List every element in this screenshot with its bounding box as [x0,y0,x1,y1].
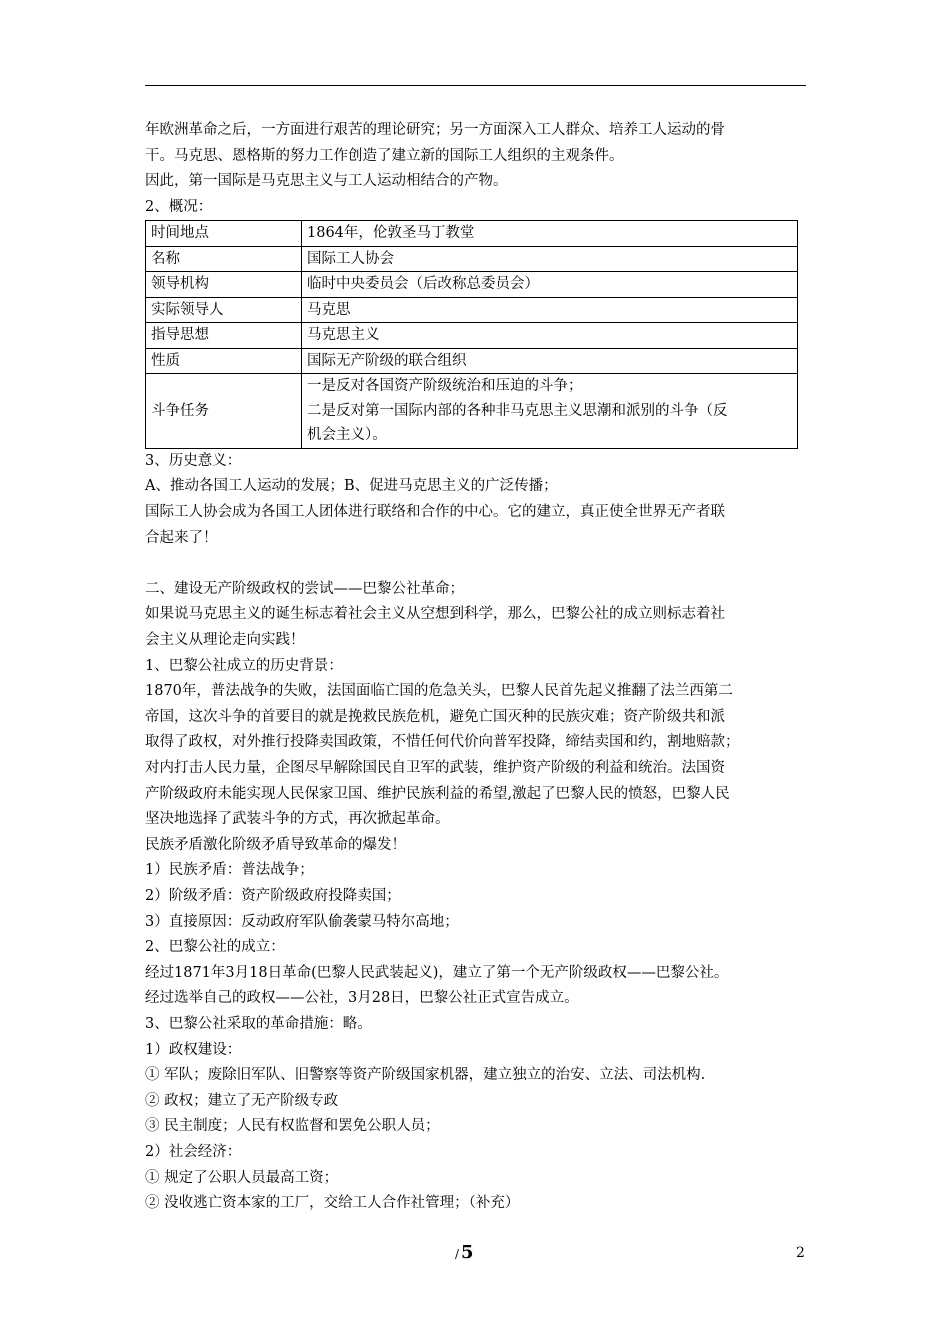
table-value: 马克思 [302,297,798,323]
text-line: 取得了政权，对外推行投降卖国政策，不惜任何代价向普军投降，缔结卖国和约，割地赔款； [145,734,740,751]
text-line: 年欧洲革命之后，一方面进行艰苦的理论研究；另一方面深入工人群众、培养工人运动的骨 [145,122,725,138]
text-line: A、推动各国工人运动的发展；B、促进马克思主义的广泛传播； [145,478,558,495]
table-key: 斗争任务 [146,374,302,449]
text-line: 经过1871年3月18日革命(巴黎人民武装起义)，建立了第一个无产阶级政权——巴黎公社。 [145,964,729,981]
list-item: 1）政权建设： [145,1041,242,1058]
page-number: 2 [796,1245,805,1261]
table-value: 国际无产阶级的联合组织 [302,348,798,374]
text-line: 如果说马克思主义的诞生标志着社会主义从空想到科学，那么，巴黎公社的成立则标志着社 [145,606,725,623]
table-row [146,272,798,298]
section-heading: 1、巴黎公社成立的历史背景： [145,657,343,674]
table-row [146,348,798,374]
section-heading: 2、概况： [145,198,213,215]
text-line: 因此，第一国际是马克思主义与工人运动相结合的产物。 [145,173,508,190]
text-line: 干。马克思、恩格斯的努力工作创造了建立新的国际工人组织的主观条件。 [145,147,624,164]
section-heading: 3、巴黎公社采取的革命措施：略。 [145,1015,372,1032]
list-item: 1）民族矛盾：普法战争； [145,862,314,879]
section-heading: 3、历史意义： [145,452,242,469]
table-key: 时间地点 [146,221,302,247]
list-item: 2）阶级矛盾：资产阶级政府投降卖国； [145,887,401,904]
table-value-line: 二是反对第一国际内部的各种非马克思主义思潮和派别的斗争（反 [307,402,728,419]
page-total [455,1242,474,1263]
text-line: 坚决地选择了武装斗争的方式，再次掀起革命。 [145,811,450,828]
table-value [302,374,798,449]
section-heading: 二、建设无产阶级政权的尝试——巴黎公社革命； [145,580,464,597]
text-line: 对内打击人民力量，企图尽早解除国民自卫军的武装，维护资产阶级的利益和统治。法国资 [145,760,725,776]
table-value: 1864年，伦敦圣马丁教堂 [302,221,798,247]
text-line: 会主义从理论走向实践！ [145,632,305,649]
table-row [146,323,798,349]
table-row [146,297,798,323]
list-item: ① 规定了公职人员最高工资； [145,1169,339,1186]
table-row [146,374,798,449]
blank-line [145,551,808,577]
list-item: ② 政权；建立了无产阶级专政 [145,1092,339,1109]
table-key: 领导机构 [146,272,302,298]
table-key: 名称 [146,246,302,272]
list-item: 3）直接原因：反动政府军队偷袭蒙马特尔高地； [145,913,459,930]
page-total-number: 5 [461,1242,474,1263]
table-row [146,246,798,272]
table-key: 性质 [146,348,302,374]
text-line: 国际工人协会成为各国工人团体进行联络和合作的中心。它的建立，真正使全世界无产者联 [145,504,725,521]
text-line: 产阶级政府未能实现人民保家卫国、维护民族利益的希望,激起了巴黎人民的愤怒，巴黎人民 [145,785,730,802]
table-value-line: 机会主义）。 [307,427,387,444]
text-line: 经过选举自己的政权——公社，3月28日，巴黎公社正式宣告成立。 [145,990,579,1007]
table-value: 国际工人协会 [302,246,798,272]
section-heading: 2、巴黎公社的成立： [145,939,285,956]
text-line: 民族矛盾激化阶级矛盾导致革命的爆发！ [145,836,406,853]
list-item: ③ 民主制度；人民有权监督和罢免公职人员； [145,1118,440,1135]
list-item: 2）社会经济： [145,1143,242,1160]
text-line: 帝国，这次斗争的首要目的就是挽救民族危机，避免亡国灭种的民族灾难；资产阶级共和派 [145,708,725,725]
list-item: ② 没收逃亡资本家的工厂，交给工人合作社管理；（补充） [145,1195,520,1212]
table-value-line: 一是反对各国资产阶级统治和压迫的斗争； [307,378,583,395]
text-line: 合起来了！ [145,529,218,546]
document-body [145,118,808,1217]
text-line: 1870年，普法战争的失败，法国面临亡国的危急关头，巴黎人民首先起义推翻了法兰西第二 [145,683,733,700]
overview-table [145,220,798,449]
table-key: 实际领导人 [146,297,302,323]
list-item: ① 军队；废除旧军队、旧警察等资产阶级国家机器，建立独立的治安、立法、司法机构. [145,1067,706,1084]
table-key: 指导思想 [146,323,302,349]
page-slash: / [455,1247,460,1261]
table-value: 临时中央委员会（后改称总委员会） [302,272,798,298]
header-rule [145,85,806,86]
table-value: 马克思主义 [302,323,798,349]
table-row [146,221,798,247]
